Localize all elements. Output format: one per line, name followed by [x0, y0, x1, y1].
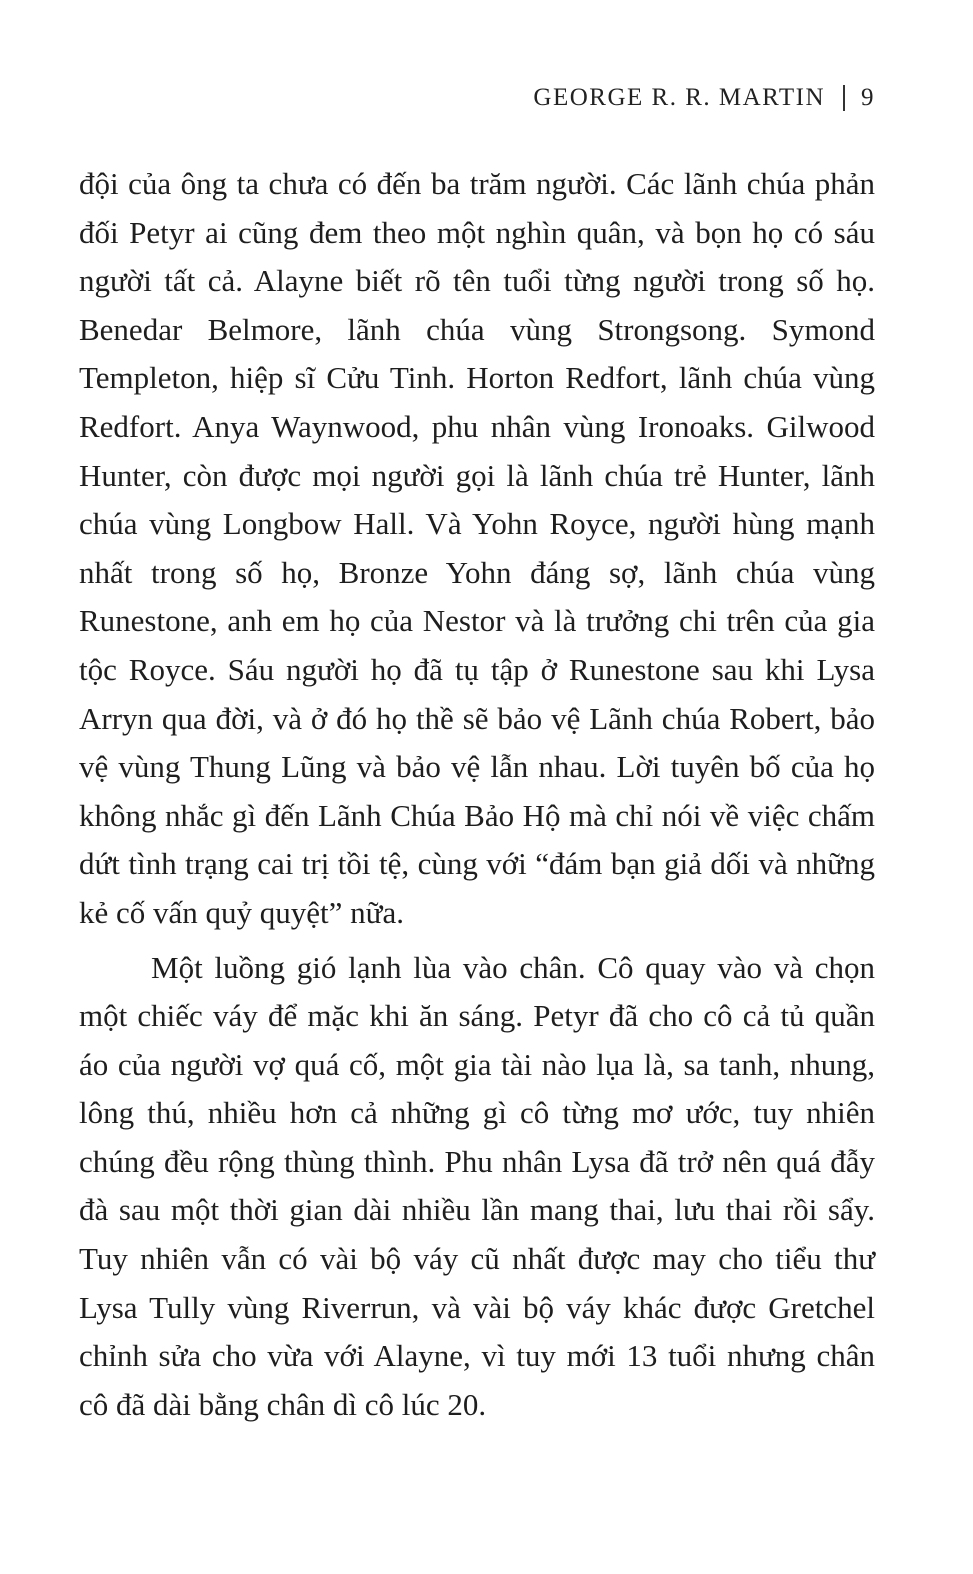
- paragraph: Một luồng gió lạnh lùa vào chân. Cô quay vào và chọn một chiếc váy để mặc khi ăn sáng. Petyr đã cho cô cả tủ quần áo của người vợ quá cố, một gia tài nào lụa là, sa tanh, nhung, lông thú, nhiều hơn cả những gì cô từng mơ ước, tuy nhiên chúng đều rộng thùng thình. Phu nhân Lysa đã trở nên quá đẫy đà sau một thời gian dài nhiều lần mang thai, lưu thai rồi sẩy. Tuy nhiên vẫn có vài bộ váy cũ nhất được may cho tiểu thư Lysa Tully vùng Riverrun, và vài bộ váy khác được Gretchel chỉnh sửa cho vừa với Alayne, vì tuy mới 13 tuổi nhưng chân cô đã dài bằng chân dì cô lúc 20.: [79, 949, 875, 1422]
- paragraph-continued: đội của ông ta chưa có đến ba trăm người. Các lãnh chúa phản đối Petyr ai cũng đem theo một nghìn quân, và bọn họ có sáu người tất cả. Alayne biết rõ tên tuổi từng người trong số họ. Benedar Belmore, lãnh chúa vùng Strongsong. Symond Templeton, hiệp sĩ Cửu Tinh. Horton Redfort, lãnh chúa vùng Redfort. Anya Waynwood, phu nhân vùng Ironoaks. Gilwood Hunter, còn được mọi người gọi là lãnh chúa trẻ Hunter, lãnh chúa vùng Longbow Hall. Và Yohn Royce, người hùng mạnh nhất trong số họ, Bronze Yohn đáng sợ, lãnh chúa vùng Runestone, anh em họ của Nestor và là trưởng chi trên của gia tộc Royce. Sáu người họ đã tụ tập ở Runestone sau khi Lysa Arryn qua đời, và ở đó họ thề sẽ bảo vệ Lãnh chúa Robert, bảo vệ vùng Thung Lũng và bảo vệ lẫn nhau. Lời tuyên bố của họ không nhắc gì đến Lãnh Chúa Bảo Hộ mà chỉ nói về việc chấm dứt tình trạng cai trị tồi tệ, cùng với “đám bạn giả dối và những kẻ cố vấn quỷ quyệt” nữa.: [79, 166, 875, 930]
- author-name: GEORGE R. R. MARTIN: [533, 84, 825, 111]
- page-number: 9: [861, 84, 875, 111]
- running-header: [533, 84, 875, 112]
- header-divider: [843, 85, 845, 111]
- body-text: [79, 160, 875, 1429]
